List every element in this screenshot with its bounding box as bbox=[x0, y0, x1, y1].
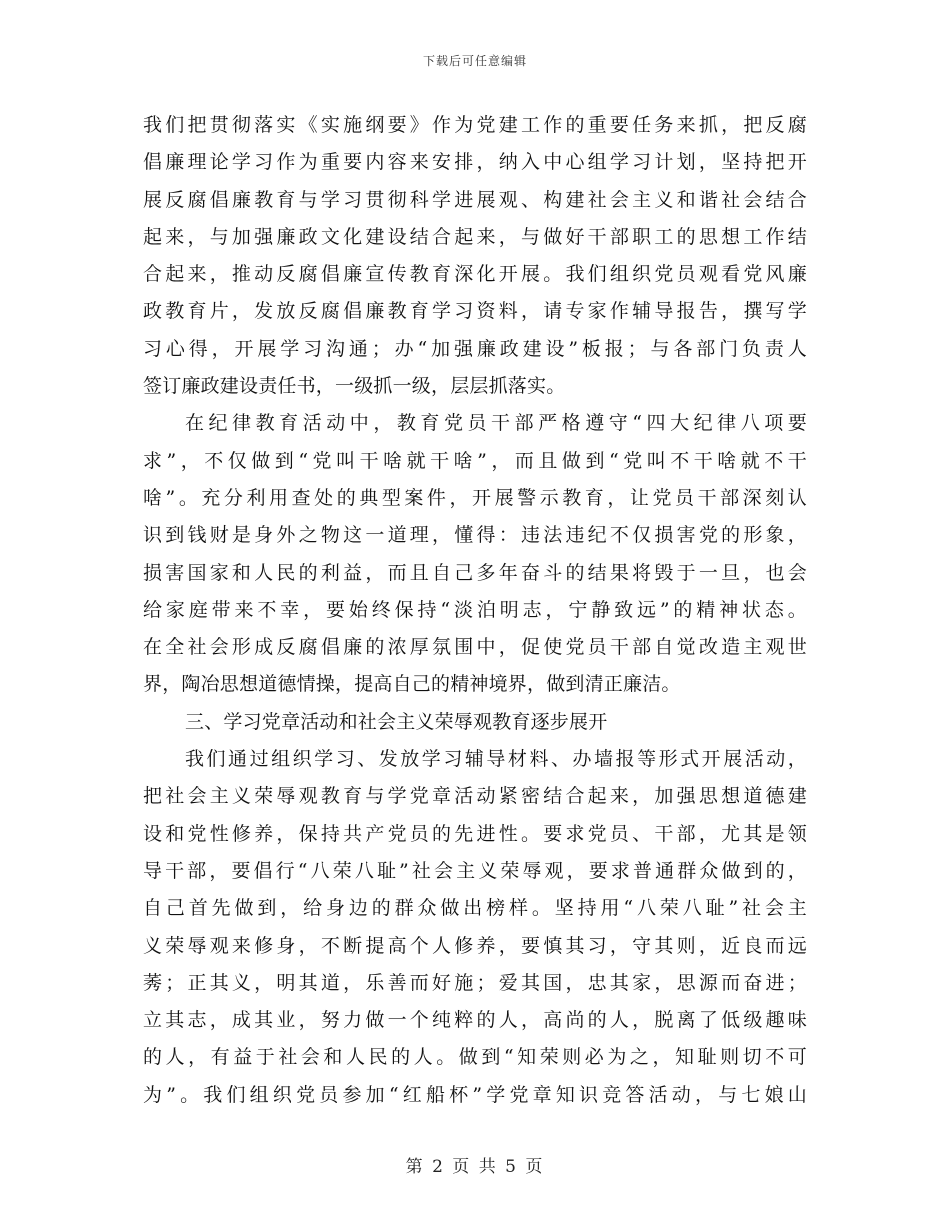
text-line: 识到钱财是身外之物这一道理，懂得：违法违纪不仅损害党的形象， bbox=[143, 524, 807, 547]
text-line: 在全社会形成反腐倡廉的浓厚氛围中，促使党员干部自觉改造主观世 bbox=[143, 636, 807, 659]
text-line: 莠；正其义，明其道，乐善而好施；爱其国，忠其家，思源而奋进； bbox=[143, 971, 807, 994]
text-line: 政教育片，发放反腐倡廉教育学习资料，请专家作辅导报告，撰写学 bbox=[143, 300, 807, 323]
text-line: 我们把贯彻落实《实施纲要》作为党建工作的重要任务来抓，把反腐 bbox=[143, 114, 807, 136]
text-line: 界，陶冶思想道德情操，提高自己的精神境界，做到清正廉洁。 bbox=[143, 673, 681, 696]
text-line: 三、学习党章活动和社会主义荣辱观教育逐步展开 bbox=[185, 710, 608, 733]
document-body bbox=[143, 107, 807, 1114]
text-line: 损害国家和人民的利益，而且自己多年奋斗的结果将毁于一旦，也会 bbox=[143, 561, 807, 584]
text-line: 合起来，推动反腐倡廉宣传教育深化开展。我们组织党员观看党风廉 bbox=[143, 263, 807, 286]
text-line: 展反腐倡廉教育与学习贯彻科学进展观、构建社会主义和谐社会结合 bbox=[143, 188, 807, 211]
text-line: 的人，有益于社会和人民的人。做到“知荣则必为之，知耻则切不可 bbox=[143, 1046, 807, 1069]
text-line: 在纪律教育活动中，教育党员干部严格遵守“四大纪律八项要 bbox=[185, 412, 807, 435]
text-line: 啥”。充分利用查处的典型案件，开展警示教育，让党员干部深刻认 bbox=[143, 486, 807, 509]
text-line: 求”，不仅做到“党叫干啥就干啥”，而且做到“党叫不干啥就不干 bbox=[143, 449, 807, 472]
text-line: 我们通过组织学习、发放学习辅导材料、办墙报等形式开展活动， bbox=[185, 748, 807, 771]
text-line: 设和党性修养，保持共产党员的先进性。要求党员、干部，尤其是领 bbox=[143, 822, 807, 845]
text-line: 签订廉政建设责任书，一级抓一级，层层抓落实。 bbox=[143, 375, 566, 398]
page-number: 第 2 页 共 5 页 bbox=[405, 1157, 545, 1177]
text-line: 立其志，成其业，努力做一个纯粹的人，高尚的人，脱离了低级趣味 bbox=[143, 1009, 807, 1032]
text-line: 导干部，要倡行“八荣八耻”社会主义荣辱观，要求普通群众做到的， bbox=[143, 859, 807, 882]
page-header: 下载后可任意编辑 bbox=[422, 54, 527, 68]
text-line: 习心得，开展学习沟通；办“加强廉政建设”板报；与各部门负责人 bbox=[143, 337, 807, 360]
text-line: 起来，与加强廉政文化建设结合起来，与做好干部职工的思想工作结 bbox=[143, 225, 807, 248]
text-line: 义荣辱观来修身，不断提高个人修养，要慎其习，守其则，近良而远 bbox=[143, 934, 807, 957]
text-line: 把社会主义荣辱观教育与学党章活动紧密结合起来，加强思想道德建 bbox=[143, 785, 807, 808]
text-line: 为”。我们组织党员参加“红船杯”学党章知识竞答活动，与七娘山 bbox=[143, 1083, 807, 1106]
text-line: 给家庭带来不幸，要始终保持“淡泊明志，宁静致远”的精神状态。 bbox=[143, 598, 807, 621]
text-line: 自己首先做到，给身边的群众做出榜样。坚持用“八荣八耻”社会主 bbox=[143, 897, 807, 920]
text-line: 倡廉理论学习作为重要内容来安排，纳入中心组学习计划，坚持把开 bbox=[143, 151, 807, 174]
